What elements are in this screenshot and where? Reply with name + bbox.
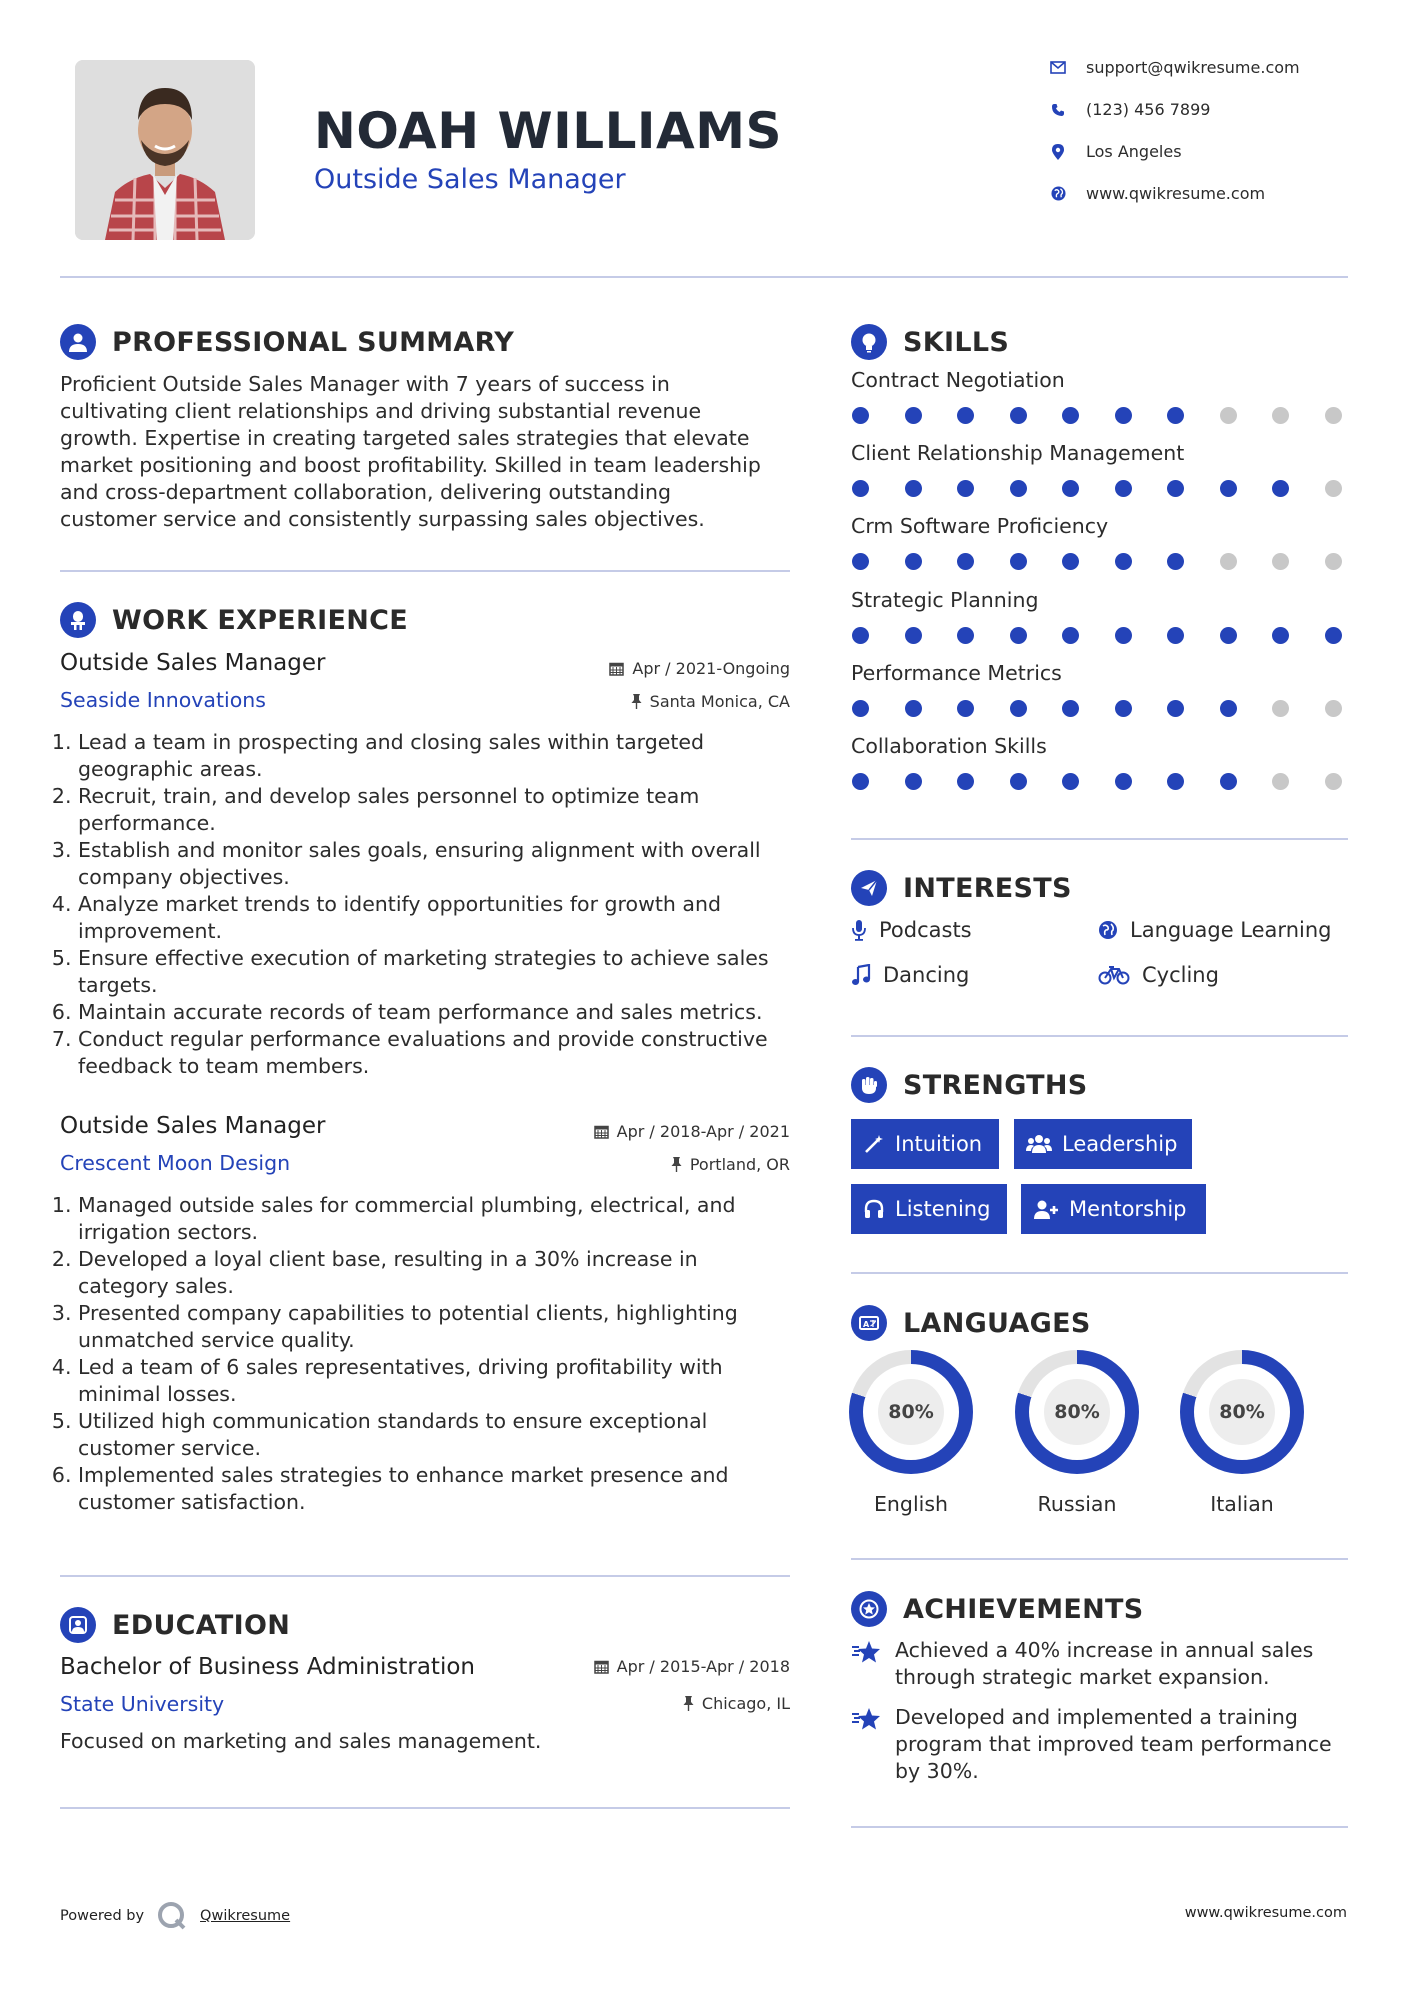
rating-dot-filled	[905, 407, 922, 424]
svg-text:A: A	[863, 1320, 870, 1329]
strength-chip-mentorship	[1021, 1184, 1206, 1234]
powered-by-text: Powered by	[60, 1908, 145, 1924]
rating-dot-filled	[1062, 700, 1079, 717]
language-progress-ring	[1180, 1350, 1304, 1474]
summary-line: customer service and consistently surpassing sales objectives.	[60, 507, 705, 531]
language-percent: 80%	[1044, 1379, 1110, 1445]
globe-icon	[1098, 920, 1118, 940]
strength-label: Intuition	[895, 1132, 983, 1156]
strength-label: Mentorship	[1069, 1197, 1187, 1221]
job-location	[671, 1155, 790, 1174]
rating-dot-filled	[957, 480, 974, 497]
rating-dot-filled	[1062, 627, 1079, 644]
rating-dot-filled	[1220, 700, 1237, 717]
list-item: 3. Establish and monitor sales goals, ensuring alignment with overall company objectives.	[78, 837, 800, 891]
job-dates	[609, 659, 790, 678]
skill-name: Client Relationship Management	[851, 441, 1185, 466]
interests-divider	[851, 1035, 1348, 1037]
candidate-name: NOAH WILLIAMS	[314, 102, 782, 160]
languages-divider	[851, 1558, 1348, 1560]
education-heading	[60, 1607, 290, 1643]
summary-line: cultivating client relationships and driving substantial revenue	[60, 399, 702, 423]
languages-heading	[851, 1305, 1091, 1341]
bicycle-icon	[1098, 965, 1130, 985]
rating-dot-filled	[1115, 700, 1132, 717]
rating-dot-filled	[1010, 480, 1027, 497]
rating-dot-filled	[852, 700, 869, 717]
rating-dot-filled	[1272, 627, 1289, 644]
rating-dot-empty	[1272, 773, 1289, 790]
summary-heading	[60, 324, 514, 360]
rating-dot-filled	[957, 773, 974, 790]
list-item: 5. Utilized high communication standards to ensure exceptional customer service.	[78, 1408, 800, 1462]
star-icon	[851, 1639, 883, 1665]
language-name: Russian	[1037, 1492, 1117, 1516]
rating-dot-filled	[905, 700, 922, 717]
phone-icon	[1050, 102, 1066, 118]
strengths-divider	[851, 1272, 1348, 1274]
rating-dot-filled	[1167, 627, 1184, 644]
skill-rating	[852, 627, 1342, 644]
interest-dancing	[851, 963, 969, 987]
skill-name: Collaboration Skills	[851, 734, 1047, 758]
achievements-title: ACHIEVEMENTS	[903, 1593, 1144, 1625]
language-item	[1180, 1350, 1304, 1516]
strength-chip-intuition	[851, 1119, 999, 1169]
users-icon	[1026, 1134, 1052, 1154]
rating-dot-empty	[1272, 553, 1289, 570]
skill-rating	[852, 773, 1342, 790]
skills-divider	[851, 838, 1348, 840]
rating-dot-filled	[1325, 627, 1342, 644]
language-percent: 80%	[1209, 1379, 1275, 1445]
rating-dot-filled	[1272, 480, 1289, 497]
job-duties-list	[60, 1192, 800, 1516]
rating-dot-filled	[1062, 480, 1079, 497]
calendar-icon	[609, 661, 624, 676]
language-name: Italian	[1210, 1492, 1274, 1516]
education-location-text: Chicago, IL	[701, 1694, 790, 1713]
education-divider	[60, 1807, 790, 1809]
language-progress-ring	[849, 1350, 973, 1474]
rating-dot-filled	[1167, 480, 1184, 497]
rating-dot-filled	[1010, 407, 1027, 424]
contact-website[interactable]	[1050, 184, 1265, 203]
pushpin-icon	[683, 1696, 694, 1711]
job-location-text: Portland, OR	[689, 1155, 790, 1174]
interests-title: INTERESTS	[903, 872, 1072, 904]
skill-rating	[852, 553, 1342, 570]
experience-heading	[60, 602, 408, 638]
skills-heading	[851, 324, 1009, 360]
rating-dot-filled	[1062, 773, 1079, 790]
job-dates-text: Apr / 2018-Apr / 2021	[616, 1122, 790, 1141]
job-location	[631, 692, 790, 711]
contact-phone[interactable]	[1050, 100, 1210, 119]
skill-rating	[852, 480, 1342, 497]
headphones-icon	[863, 1198, 885, 1220]
skill-name: Contract Negotiation	[851, 368, 1065, 392]
achievement-item	[851, 1704, 1348, 1785]
microphone-icon	[851, 919, 867, 941]
list-item: 3. Presented company capabilities to potential clients, highlighting unmatched service quality.	[78, 1300, 800, 1354]
rating-dot-empty	[1220, 553, 1237, 570]
email-text: support@qwikresume.com	[1086, 58, 1300, 77]
language-percent: 80%	[878, 1379, 944, 1445]
interest-label: Dancing	[883, 963, 970, 987]
rating-dot-filled	[1115, 773, 1132, 790]
summary-line: and cross-department collaboration, delivering outstanding	[60, 480, 672, 504]
degree-title: Bachelor of Business Administration	[60, 1654, 475, 1680]
strength-chip-leadership	[1014, 1119, 1192, 1169]
magic-wand-icon	[863, 1133, 885, 1155]
skill-rating	[852, 700, 1342, 717]
experience-title: WORK EXPERIENCE	[112, 604, 408, 636]
strengths-heading	[851, 1067, 1088, 1103]
list-item: 1. Managed outside sales for commercial plumbing, electrical, and irrigation sectors.	[78, 1192, 800, 1246]
rating-dot-filled	[905, 553, 922, 570]
job-title: Outside Sales Manager	[60, 650, 326, 676]
rating-dot-filled	[852, 407, 869, 424]
achievement-line: Developed and implemented a training	[895, 1705, 1298, 1729]
job-company: Seaside Innovations	[60, 688, 266, 712]
achievement-line: Achieved a 40% increase in annual sales	[895, 1638, 1314, 1662]
summary-line: growth. Expertise in creating targeted sales strategies that elevate	[60, 426, 750, 450]
location-text: Los Angeles	[1086, 142, 1182, 161]
calendar-icon	[594, 1659, 609, 1674]
job-location-text: Santa Monica, CA	[649, 692, 790, 711]
education-title: EDUCATION	[112, 1609, 291, 1641]
job-dates	[594, 1122, 790, 1141]
rating-dot-filled	[1115, 407, 1132, 424]
achievement-line: by 30%.	[895, 1759, 979, 1783]
strength-label: Listening	[895, 1197, 991, 1221]
rating-dot-filled	[1220, 480, 1237, 497]
rating-dot-filled	[1167, 407, 1184, 424]
rating-dot-empty	[1272, 407, 1289, 424]
summary-title: PROFESSIONAL SUMMARY	[112, 326, 515, 358]
skill-name: Crm Software Proficiency	[851, 514, 1109, 539]
summary-divider	[60, 570, 790, 572]
rating-dot-filled	[957, 553, 974, 570]
school-name: State University	[60, 1692, 225, 1716]
rating-dot-filled	[1010, 700, 1027, 717]
list-item: 6. Implemented sales strategies to enhance market presence and customer satisfaction.	[78, 1462, 800, 1516]
profile-photo	[75, 60, 255, 240]
list-item: 2. Developed a loyal client base, resulting in a 30% increase in category sales.	[78, 1246, 800, 1300]
rating-dot-filled	[1062, 407, 1079, 424]
job-company: Crescent Moon Design	[60, 1151, 291, 1175]
rating-dot-filled	[905, 480, 922, 497]
list-item: 1. Lead a team in prospecting and closing sales within targeted geographic areas.	[78, 729, 800, 783]
job-title: Outside Sales Manager	[60, 1113, 326, 1139]
rating-dot-filled	[852, 480, 869, 497]
graduate-icon	[60, 1607, 96, 1643]
contact-email[interactable]	[1050, 58, 1300, 77]
rating-dot-filled	[957, 627, 974, 644]
strength-chip-listening	[851, 1184, 1007, 1234]
rating-dot-filled	[1010, 773, 1027, 790]
rating-dot-empty	[1325, 407, 1342, 424]
list-item: 4. Analyze market trends to identify opportunities for growth and improvement.	[78, 891, 800, 945]
language-name: English	[873, 1492, 949, 1516]
rating-dot-filled	[852, 627, 869, 644]
rating-dot-empty	[1325, 480, 1342, 497]
interest-label: Cycling	[1142, 963, 1219, 987]
language-icon	[851, 1305, 887, 1341]
job-duties-list	[60, 729, 800, 1080]
header-divider	[60, 276, 1348, 278]
list-item: 6. Maintain accurate records of team performance and sales metrics.	[78, 999, 800, 1026]
skill-name: Performance Metrics	[851, 660, 1062, 685]
languages-title: LANGUAGES	[903, 1307, 1091, 1339]
list-item: 7. Conduct regular performance evaluations and provide constructive feedback to team members.	[78, 1026, 800, 1080]
rating-dot-empty	[1272, 700, 1289, 717]
rating-dot-filled	[1010, 553, 1027, 570]
list-item: 2. Recruit, train, and develop sales personnel to optimize team performance.	[78, 783, 800, 837]
footer-website[interactable]: www.qwikresume.com	[1184, 1905, 1347, 1921]
music-note-icon	[851, 964, 871, 986]
rating-dot-filled	[1167, 700, 1184, 717]
skills-title: SKILLS	[903, 326, 1010, 358]
rating-dot-filled	[905, 627, 922, 644]
list-item: 5. Ensure effective execution of marketing strategies to achieve sales targets.	[78, 945, 800, 999]
achievement-line: through strategic market expansion.	[895, 1665, 1270, 1689]
pushpin-icon	[671, 1157, 682, 1172]
calendar-icon	[594, 1124, 609, 1139]
summary-line: market positioning and boost profitability. Skilled in team leadership	[60, 453, 761, 477]
summary-text	[60, 371, 800, 533]
rating-dot-empty	[1325, 700, 1342, 717]
strengths-title: STRENGTHS	[903, 1069, 1088, 1101]
achievement-item	[851, 1637, 1348, 1691]
star-badge-icon	[851, 1591, 887, 1627]
qwikresume-logo-icon	[156, 1900, 188, 1932]
phone-text: (123) 456 7899	[1086, 100, 1211, 119]
globe-icon	[1050, 186, 1066, 202]
rating-dot-filled	[1010, 627, 1027, 644]
language-item	[1015, 1350, 1139, 1516]
rating-dot-filled	[1115, 627, 1132, 644]
rating-dot-filled	[1220, 627, 1237, 644]
website-text: www.qwikresume.com	[1086, 184, 1266, 203]
achievements-divider	[851, 1826, 1348, 1828]
education-note: Focused on marketing and sales management.	[60, 1729, 542, 1753]
achievement-line: program that improved team performance	[895, 1732, 1332, 1756]
experience-divider	[60, 1575, 790, 1577]
rating-dot-filled	[1115, 553, 1132, 570]
contact-location	[1050, 142, 1182, 161]
lightbulb-icon	[851, 324, 887, 360]
language-progress-ring	[1015, 1350, 1139, 1474]
qwikresume-link[interactable]: Qwikresume	[200, 1908, 291, 1924]
rating-dot-empty	[1325, 553, 1342, 570]
interest-cycling	[1098, 963, 1219, 987]
rating-dot-filled	[957, 407, 974, 424]
fist-icon	[851, 1067, 887, 1103]
rating-dot-filled	[1167, 773, 1184, 790]
footer-branding	[60, 1900, 290, 1932]
list-item: 4. Led a team of 6 sales representatives, driving profitability with minimal losses.	[78, 1354, 800, 1408]
pushpin-icon	[631, 694, 642, 709]
summary-line: Proficient Outside Sales Manager with 7 years of success in	[60, 372, 670, 396]
strength-label: Leadership	[1062, 1132, 1178, 1156]
rating-dot-empty	[1325, 773, 1342, 790]
rating-dot-empty	[1220, 407, 1237, 424]
skill-name: Strategic Planning	[851, 587, 1039, 612]
rating-dot-filled	[1115, 480, 1132, 497]
rating-dot-filled	[957, 700, 974, 717]
interest-label: Language Learning	[1130, 918, 1332, 942]
paper-plane-icon	[851, 870, 887, 906]
briefcase-icon	[60, 602, 96, 638]
user-icon	[60, 324, 96, 360]
language-item	[849, 1350, 973, 1516]
job-dates-text: Apr / 2021-Ongoing	[632, 659, 790, 678]
interest-language-learning	[1098, 918, 1331, 942]
rating-dot-filled	[905, 773, 922, 790]
education-dates-text: Apr / 2015-Apr / 2018	[616, 1657, 790, 1676]
interests-heading	[851, 870, 1072, 906]
interest-podcasts	[851, 918, 972, 942]
user-plus-icon	[1033, 1198, 1059, 1220]
rating-dot-filled	[1220, 773, 1237, 790]
achievements-heading	[851, 1591, 1144, 1627]
rating-dot-filled	[852, 553, 869, 570]
rating-dot-filled	[1062, 553, 1079, 570]
education-location	[683, 1694, 790, 1713]
rating-dot-filled	[1167, 553, 1184, 570]
map-pin-icon	[1050, 144, 1066, 160]
interest-label: Podcasts	[879, 918, 972, 942]
star-icon	[851, 1706, 883, 1732]
candidate-role: Outside Sales Manager	[314, 164, 626, 195]
skill-rating	[852, 407, 1342, 424]
envelope-icon	[1050, 60, 1066, 76]
education-dates	[594, 1657, 790, 1676]
rating-dot-filled	[852, 773, 869, 790]
